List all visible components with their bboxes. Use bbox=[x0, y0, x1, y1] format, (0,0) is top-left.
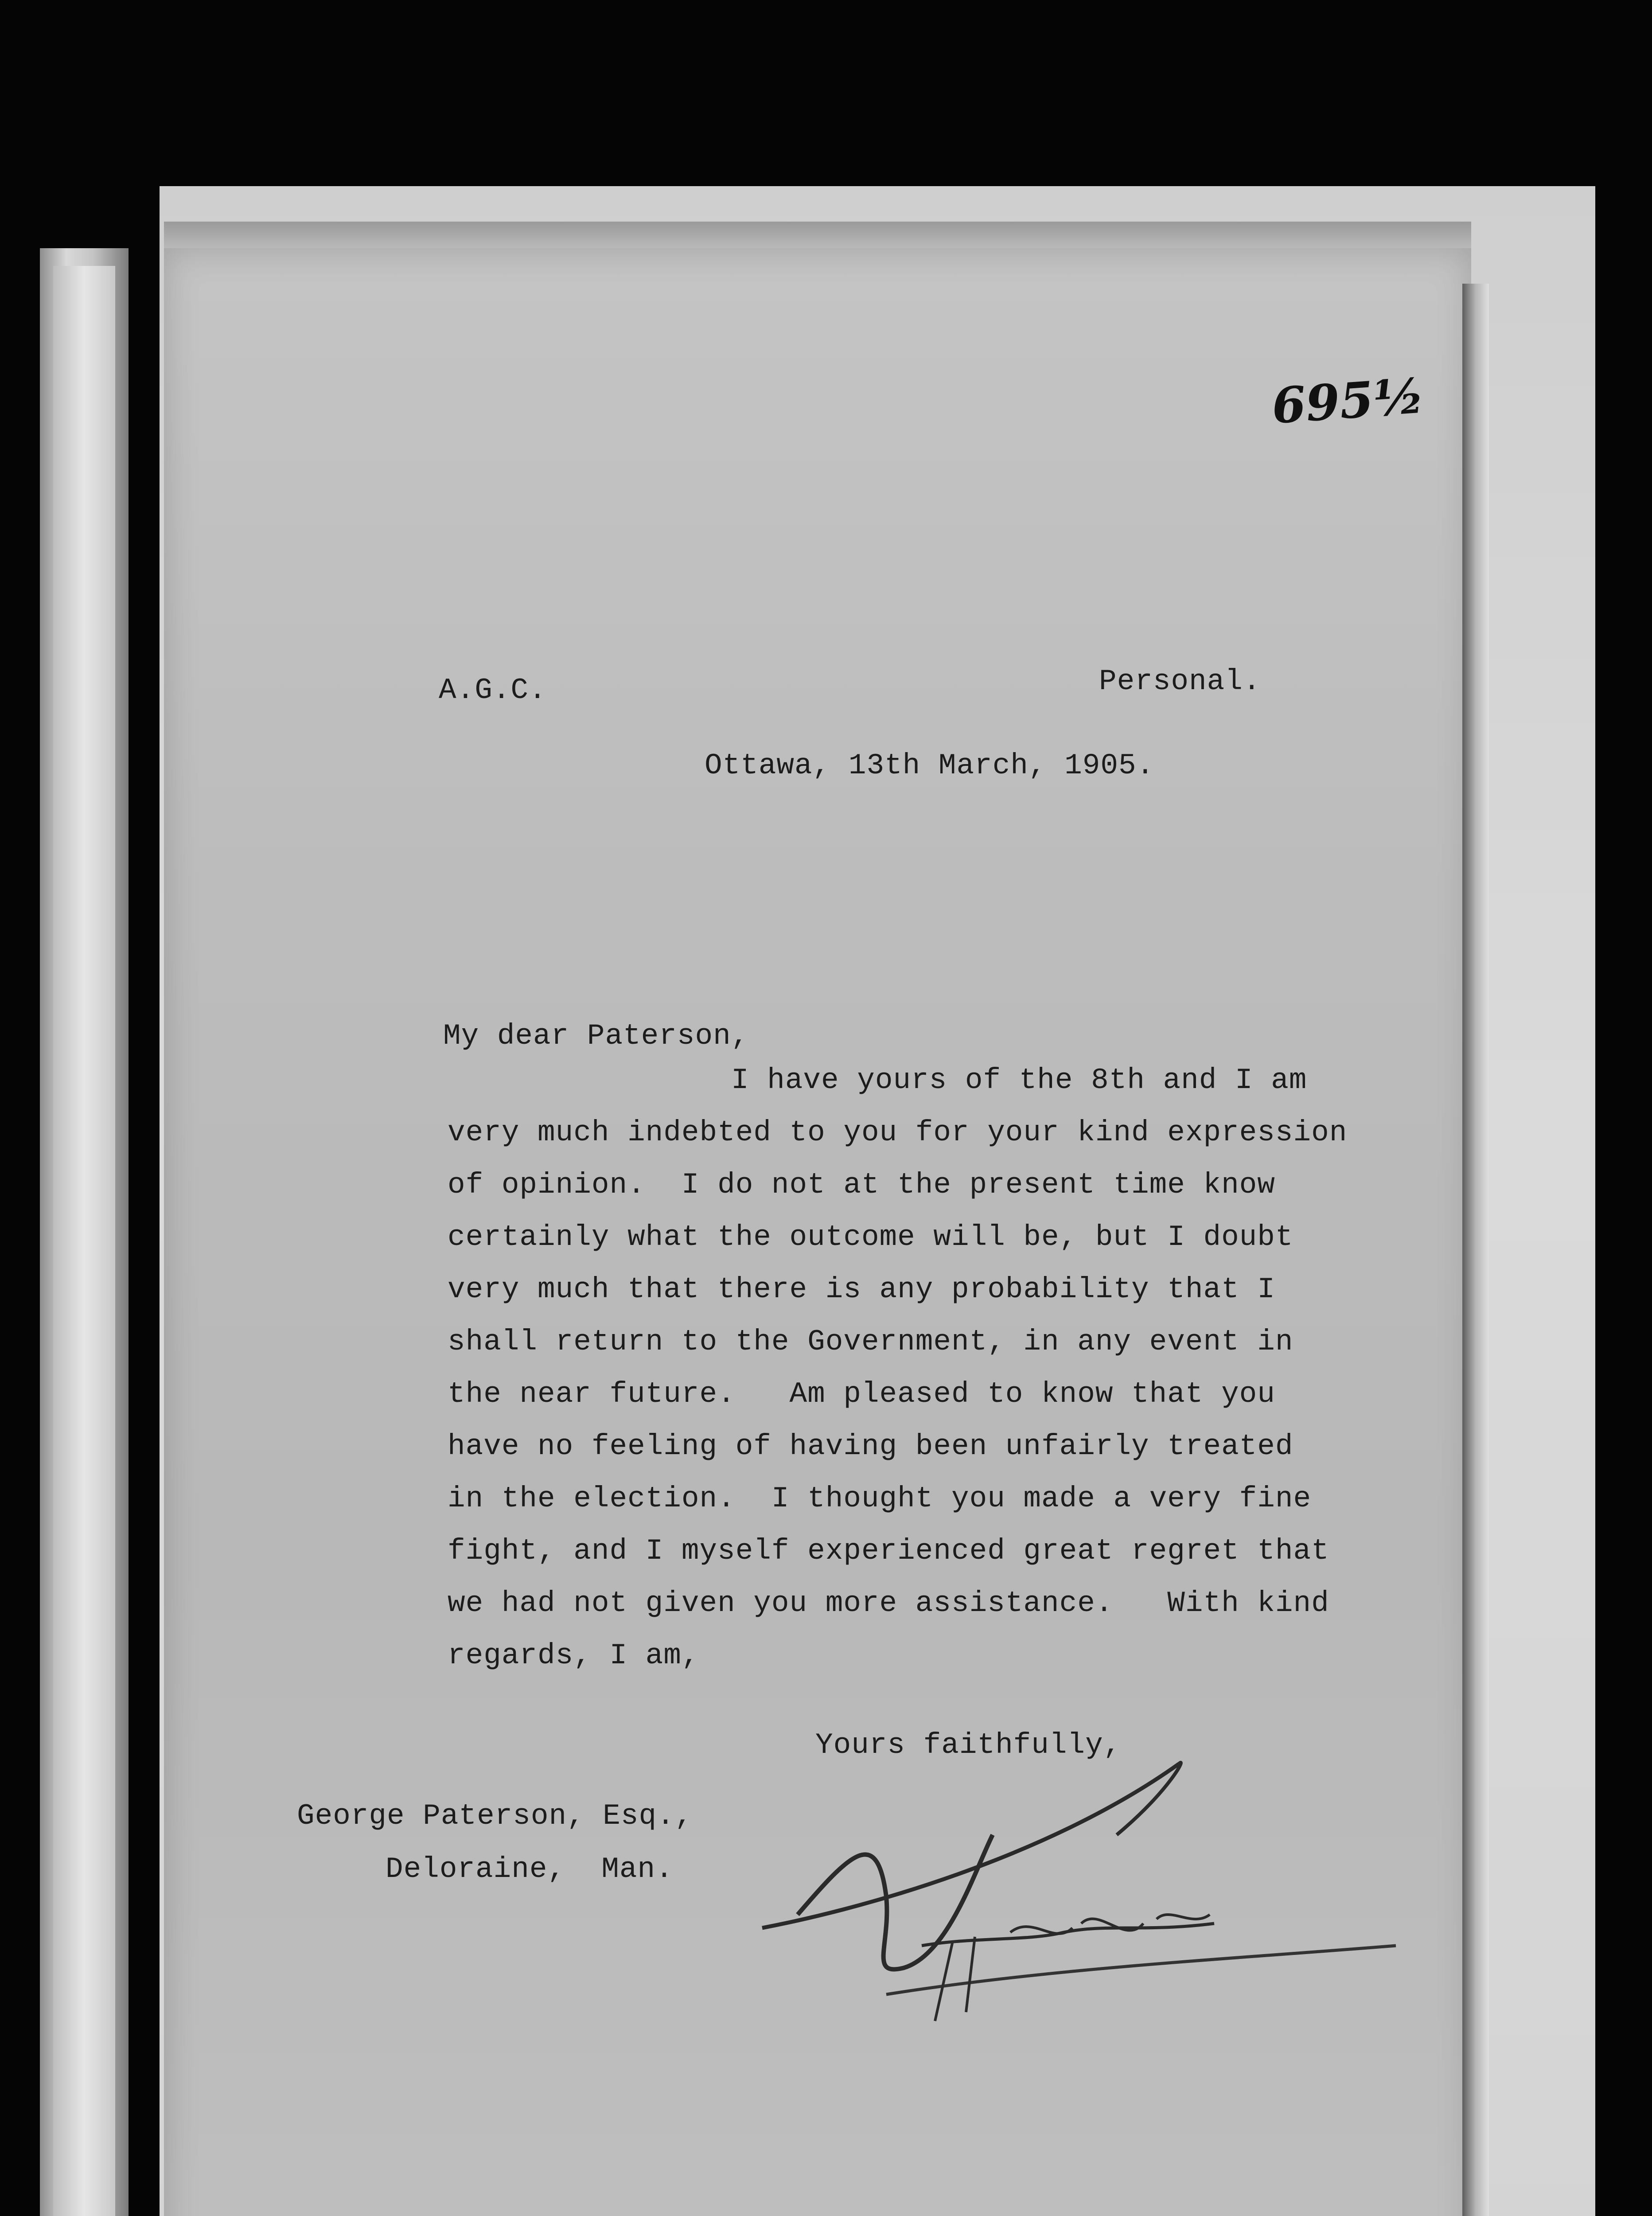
body-line: in the election. I thought you made a very fine bbox=[448, 1482, 1312, 1515]
header-right: Personal. bbox=[1099, 665, 1261, 698]
addressee-name: George Paterson, Esq., bbox=[297, 1799, 693, 1833]
body-line: I have yours of the 8th and I am bbox=[731, 1064, 1307, 1097]
handwritten-signature bbox=[744, 1737, 1409, 2048]
body-line: shall return to the Government, in any event in bbox=[448, 1325, 1294, 1358]
addressee-place: Deloraine, Man. bbox=[386, 1853, 674, 1886]
body-line: regards, I am, bbox=[448, 1639, 700, 1672]
closing: Yours faithfully, bbox=[815, 1728, 1122, 1762]
letter-right-fold bbox=[1462, 284, 1489, 2216]
header-left: A.G.C. bbox=[439, 674, 547, 707]
body-line: the near future. Am pleased to know that you bbox=[448, 1377, 1275, 1411]
body-line: of opinion. I do not at the present time know bbox=[448, 1168, 1275, 1202]
body-line: very much that there is any probability that I bbox=[448, 1273, 1275, 1306]
body-line: very much indebted to you for your kind expression bbox=[448, 1116, 1348, 1149]
letter-body bbox=[448, 1064, 1378, 1691]
body-line: have no feeling of having been unfairly treated bbox=[448, 1430, 1294, 1463]
body-line: certainly what the outcome will be, but I doubt bbox=[448, 1221, 1294, 1254]
body-line: we had not given you more assistance. With kind bbox=[448, 1587, 1329, 1620]
dateline: Ottawa, 13th March, 1905. bbox=[705, 749, 1155, 782]
left-paper-edge-inner bbox=[53, 266, 115, 2216]
salutation: My dear Paterson, bbox=[443, 1019, 749, 1053]
body-line: fight, and I myself experienced great regret that bbox=[448, 1534, 1329, 1568]
reference-number: 695½ bbox=[1270, 367, 1426, 435]
